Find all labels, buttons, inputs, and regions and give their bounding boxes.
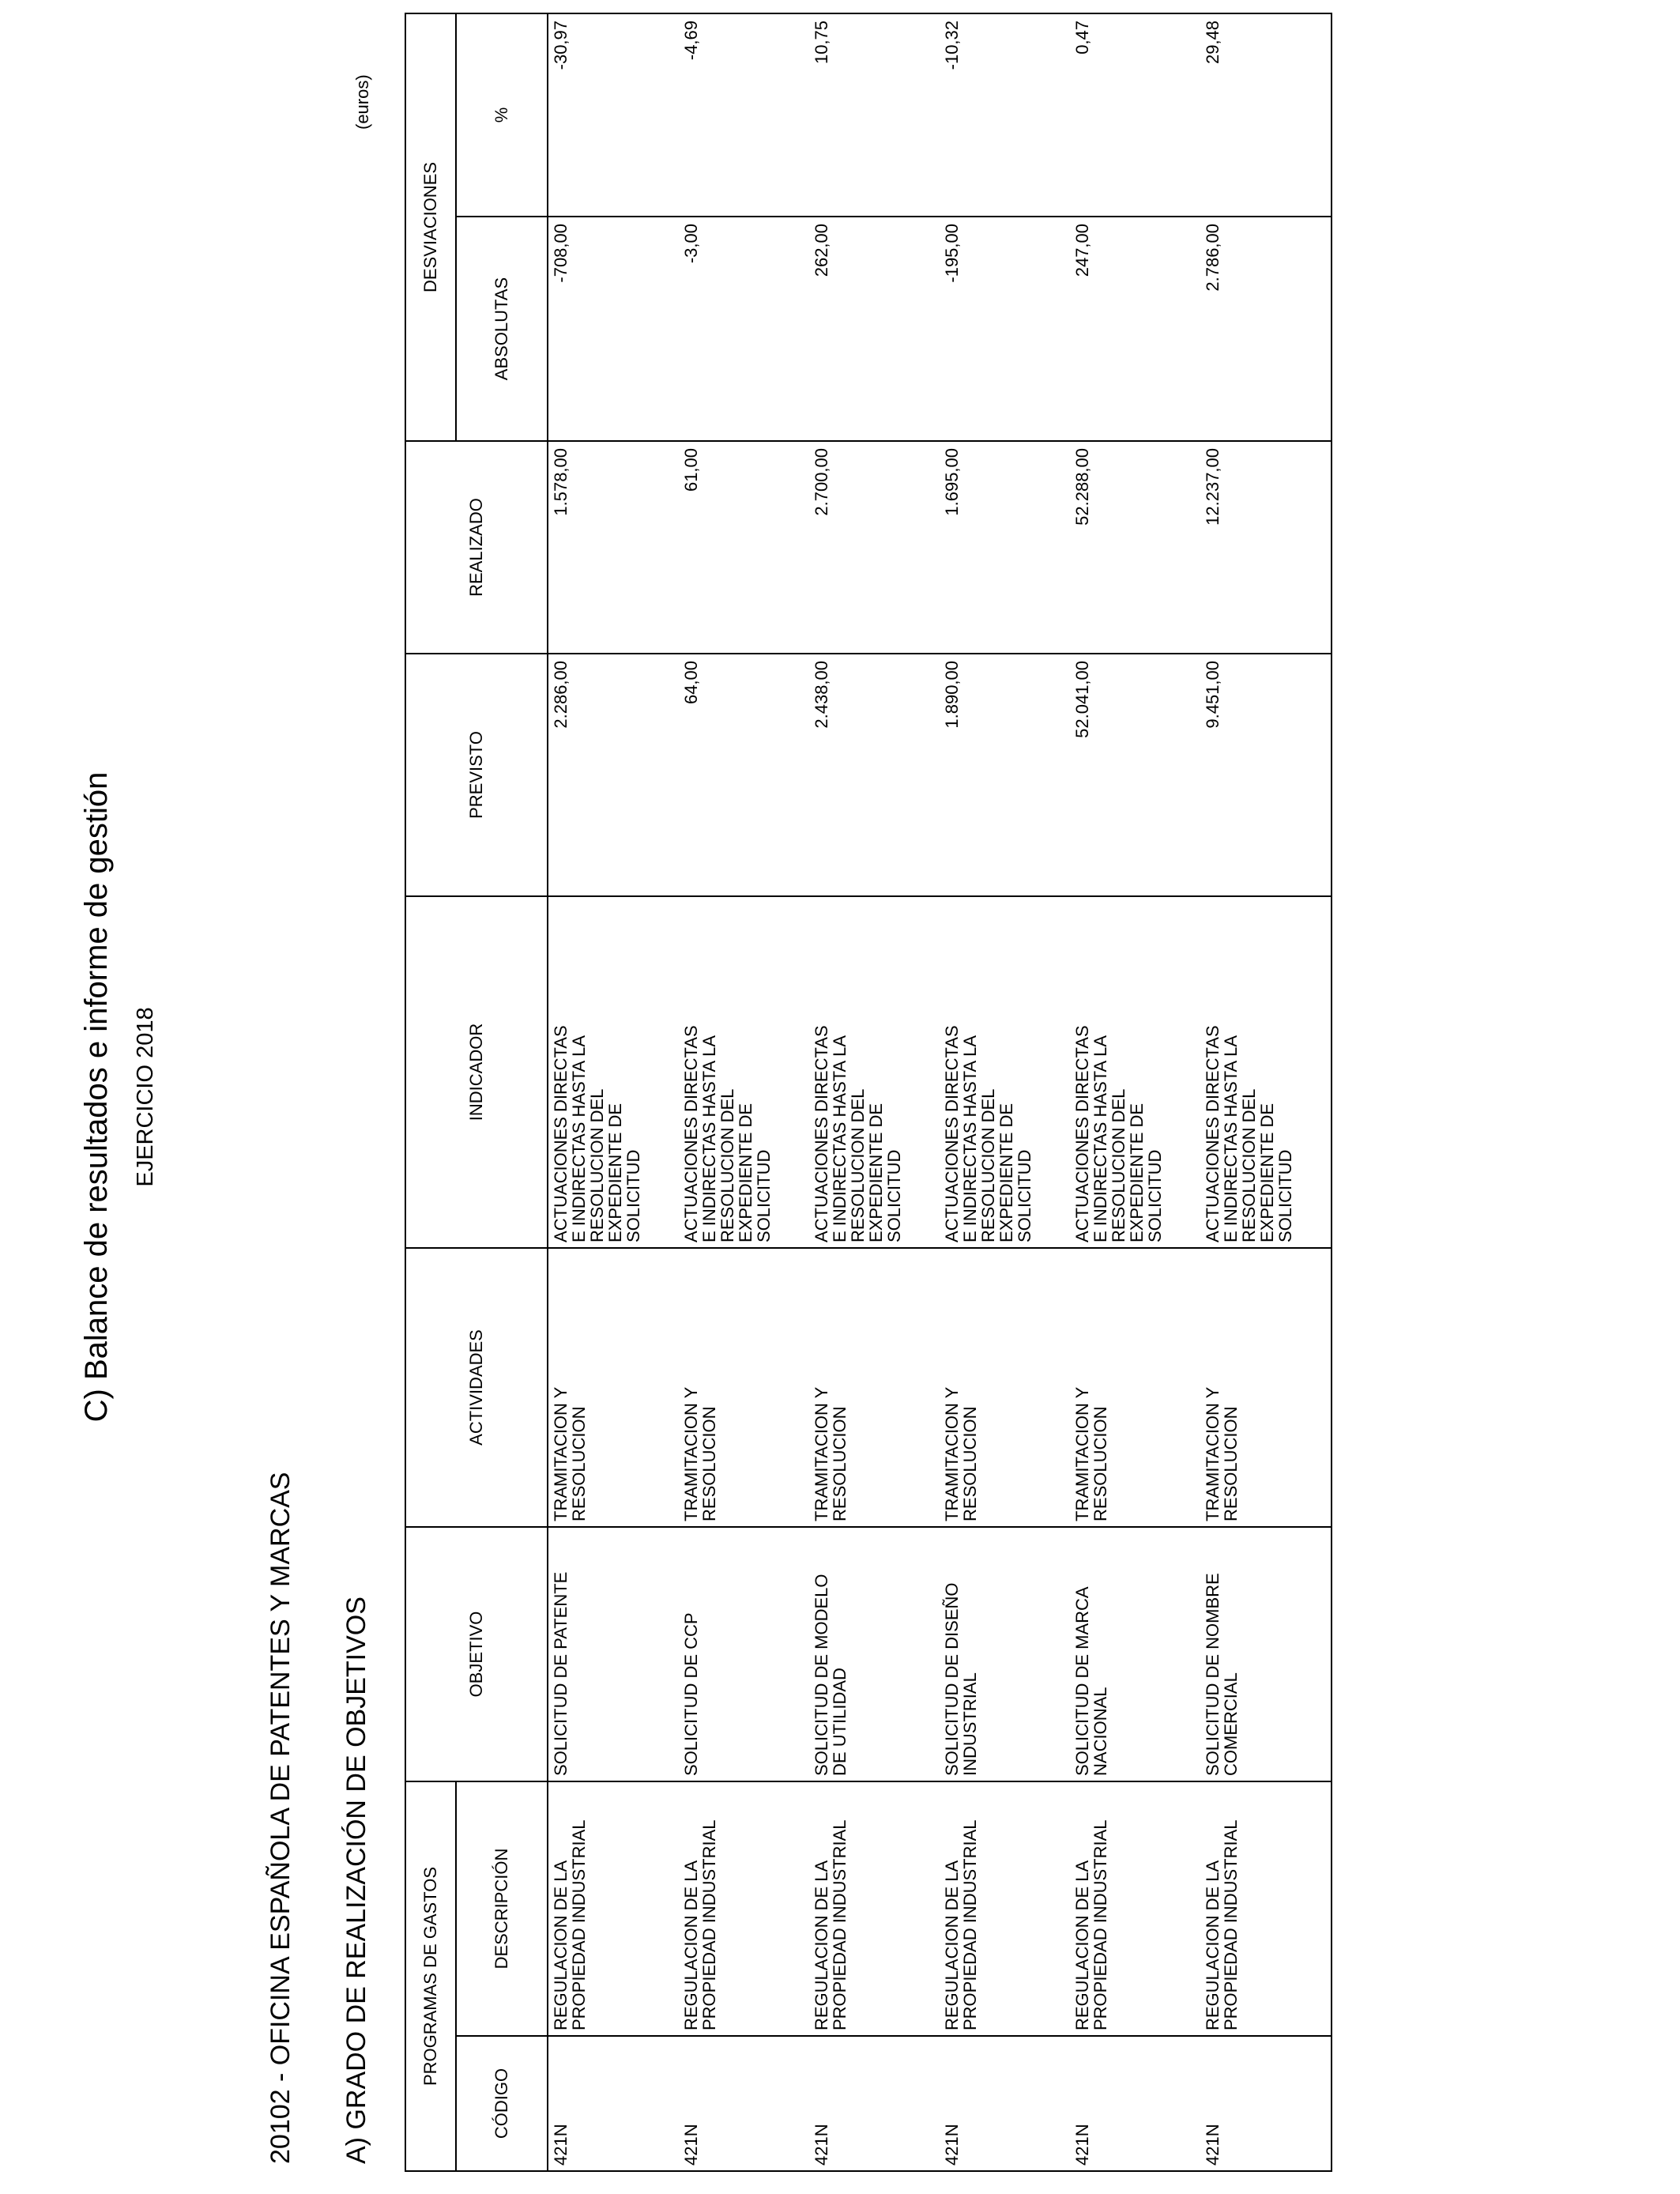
header-indicador: INDICADOR bbox=[405, 896, 548, 1248]
table-row bbox=[1070, 13, 1200, 2171]
cell-realizado: 1.578,00 bbox=[548, 441, 679, 654]
cell-actividades: TRAMITACION Y RESOLUCION bbox=[809, 1248, 940, 1527]
entity-heading: 20102 - OFICINA ESPAÑOLA DE PATENTES Y MARCAS bbox=[266, 1472, 296, 2164]
table-row bbox=[679, 13, 809, 2171]
cell-codigo: 421N bbox=[940, 2036, 1070, 2171]
cell-descripcion: REGULACION DE LA PROPIEDAD INDUSTRIAL bbox=[940, 1781, 1070, 2036]
header-actividades: ACTIVIDADES bbox=[405, 1248, 548, 1527]
cell-codigo: 421N bbox=[809, 2036, 940, 2171]
cell-absolutas: -195,00 bbox=[940, 217, 1070, 441]
table-row bbox=[548, 13, 679, 2171]
cell-codigo: 421N bbox=[1070, 2036, 1200, 2171]
cell-absolutas: -3,00 bbox=[679, 217, 809, 441]
cell-absolutas: 247,00 bbox=[1070, 217, 1200, 441]
cell-actividades: TRAMITACION Y RESOLUCION bbox=[940, 1248, 1070, 1527]
group-header-programas: PROGRAMAS DE GASTOS bbox=[405, 1781, 456, 2171]
cell-actividades: TRAMITACION Y RESOLUCION bbox=[679, 1248, 809, 1527]
cell-previsto: 64,00 bbox=[679, 654, 809, 896]
cell-actividades: TRAMITACION Y RESOLUCION bbox=[1070, 1248, 1200, 1527]
cell-codigo: 421N bbox=[679, 2036, 809, 2171]
cell-actividades: TRAMITACION Y RESOLUCION bbox=[1200, 1248, 1332, 1527]
cell-absolutas: 262,00 bbox=[809, 217, 940, 441]
cell-percent: 10,75 bbox=[809, 13, 940, 217]
cell-previsto: 1.890,00 bbox=[940, 654, 1070, 896]
cell-percent: -4,69 bbox=[679, 13, 809, 217]
cell-indicador: ACTUACIONES DIRECTAS E INDIRECTAS HASTA LA RESOLUCION DEL EXPEDIENTE DE SOLICITUD bbox=[679, 896, 809, 1248]
header-realizado: REALIZADO bbox=[405, 441, 548, 654]
header-descripcion: DESCRIPCIÓN bbox=[456, 1781, 548, 2036]
cell-realizado: 2.700,00 bbox=[809, 441, 940, 654]
cell-realizado: 1.695,00 bbox=[940, 441, 1070, 654]
cell-indicador: ACTUACIONES DIRECTAS E INDIRECTAS HASTA LA RESOLUCION DEL EXPEDIENTE DE SOLICITUD bbox=[1200, 896, 1332, 1248]
cell-realizado: 52.288,00 bbox=[1070, 441, 1200, 654]
header-codigo: CÓDIGO bbox=[456, 2036, 548, 2171]
cell-indicador: ACTUACIONES DIRECTAS E INDIRECTAS HASTA LA RESOLUCION DEL EXPEDIENTE DE SOLICITUD bbox=[548, 896, 679, 1248]
cell-previsto: 2.438,00 bbox=[809, 654, 940, 896]
cell-descripcion: REGULACION DE LA PROPIEDAD INDUSTRIAL bbox=[1070, 1781, 1200, 2036]
table-row bbox=[940, 13, 1070, 2171]
table-row bbox=[809, 13, 940, 2171]
cell-percent: 0,47 bbox=[1070, 13, 1200, 217]
cell-descripcion: REGULACION DE LA PROPIEDAD INDUSTRIAL bbox=[548, 1781, 679, 2036]
cell-codigo: 421N bbox=[1200, 2036, 1332, 2171]
group-header-desviaciones: DESVIACIONES bbox=[405, 13, 456, 441]
cell-objetivo: SOLICITUD DE MARCA NACIONAL bbox=[1070, 1527, 1200, 1781]
header-absolutas: ABSOLUTAS bbox=[456, 217, 548, 441]
cell-previsto: 2.286,00 bbox=[548, 654, 679, 896]
cell-previsto: 9.451,00 bbox=[1200, 654, 1332, 896]
cell-absolutas: -708,00 bbox=[548, 217, 679, 441]
cell-objetivo: SOLICITUD DE DISEÑO INDUSTRIAL bbox=[940, 1527, 1070, 1781]
cell-indicador: ACTUACIONES DIRECTAS E INDIRECTAS HASTA LA RESOLUCION DEL EXPEDIENTE DE SOLICITUD bbox=[1070, 896, 1200, 1248]
cell-indicador: ACTUACIONES DIRECTAS E INDIRECTAS HASTA LA RESOLUCION DEL EXPEDIENTE DE SOLICITUD bbox=[940, 896, 1070, 1248]
cell-percent: -30,97 bbox=[548, 13, 679, 217]
header-percent: % bbox=[456, 13, 548, 217]
cell-descripcion: REGULACION DE LA PROPIEDAD INDUSTRIAL bbox=[809, 1781, 940, 2036]
table-row bbox=[1200, 13, 1332, 2171]
cell-objetivo: SOLICITUD DE CCP bbox=[679, 1527, 809, 1781]
cell-descripcion: REGULACION DE LA PROPIEDAD INDUSTRIAL bbox=[679, 1781, 809, 2036]
units-label: (euros) bbox=[352, 74, 372, 130]
header-previsto: PREVISTO bbox=[405, 654, 548, 896]
cell-objetivo: SOLICITUD DE MODELO DE UTILIDAD bbox=[809, 1527, 940, 1781]
cell-percent: -10,32 bbox=[940, 13, 1070, 217]
objectives-table bbox=[405, 13, 1332, 2172]
cell-objetivo: SOLICITUD DE NOMBRE COMERCIAL bbox=[1200, 1527, 1332, 1781]
section-heading: A) GRADO DE REALIZACIÓN DE OBJETIVOS bbox=[341, 1596, 371, 2164]
cell-codigo: 421N bbox=[548, 2036, 679, 2171]
report-subtitle: EJERCICIO 2018 bbox=[133, 1007, 158, 1187]
header-objetivo: OBJETIVO bbox=[405, 1527, 548, 1781]
cell-previsto: 52.041,00 bbox=[1070, 654, 1200, 896]
cell-indicador: ACTUACIONES DIRECTAS E INDIRECTAS HASTA LA RESOLUCION DEL EXPEDIENTE DE SOLICITUD bbox=[809, 896, 940, 1248]
cell-realizado: 12.237,00 bbox=[1200, 441, 1332, 654]
report-title: C) Balance de resultados e informe de gestión bbox=[79, 771, 114, 1423]
cell-realizado: 61,00 bbox=[679, 441, 809, 654]
cell-actividades: TRAMITACION Y RESOLUCION bbox=[548, 1248, 679, 1527]
cell-absolutas: 2.786,00 bbox=[1200, 217, 1332, 441]
cell-descripcion: REGULACION DE LA PROPIEDAD INDUSTRIAL bbox=[1200, 1781, 1332, 2036]
cell-objetivo: SOLICITUD DE PATENTE bbox=[548, 1527, 679, 1781]
cell-percent: 29,48 bbox=[1200, 13, 1332, 217]
